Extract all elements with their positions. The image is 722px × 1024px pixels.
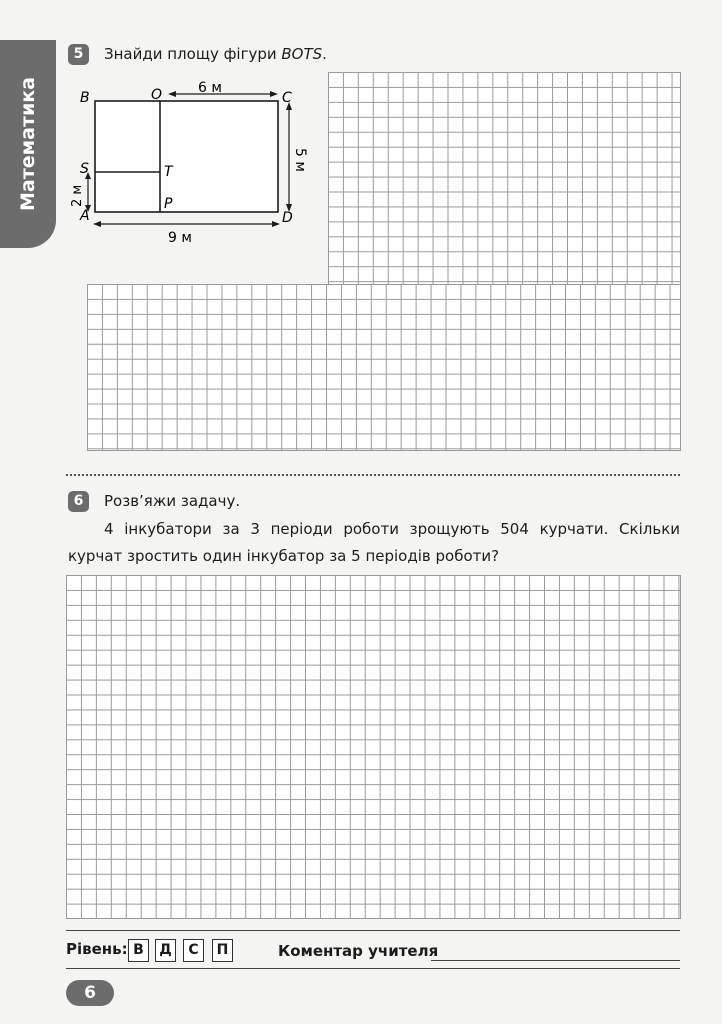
page-number: 6	[66, 980, 114, 1006]
level-box-p[interactable]: П	[212, 939, 233, 962]
dimension-oc: 6 м	[198, 80, 222, 96]
footer-line-bottom	[66, 968, 680, 969]
arrowhead-oc-left	[168, 91, 176, 97]
label-t: T	[164, 164, 173, 180]
subject-tab	[0, 40, 56, 248]
label-c: C	[282, 90, 292, 106]
section-divider	[66, 474, 680, 476]
answer-grid-lower[interactable]	[87, 284, 681, 451]
task-5-text-end: .	[322, 45, 327, 63]
teacher-comment-field[interactable]	[431, 960, 680, 961]
label-b: B	[80, 90, 90, 106]
label-s: S	[80, 161, 89, 177]
label-o: O	[151, 87, 163, 103]
dimension-as: 2 м	[70, 184, 85, 207]
dimension-ad: 9 м	[168, 230, 192, 246]
arrowhead-ad-right	[272, 221, 280, 227]
label-a: A	[80, 208, 90, 224]
level-box-v[interactable]: В	[128, 939, 149, 962]
level-box-s[interactable]: С	[183, 939, 204, 962]
task-5-text: Знайди площу фігури	[104, 45, 282, 63]
figure-bots-diagram	[60, 74, 320, 246]
task-5-number: 5	[68, 44, 89, 65]
task-6-number: 6	[68, 491, 89, 512]
teacher-comment-label: Коментар учителя	[278, 942, 439, 960]
dimension-cd: 5 м	[292, 148, 308, 172]
level-box-d[interactable]: Д	[155, 939, 176, 962]
arrowhead-oc-right	[270, 91, 278, 97]
task-6-problem: 4 інкубатори за 3 періоди роботи зрощують 504 курчати. Скільки курчат зростить один інкубатор за 5 періодів роботи?	[68, 520, 680, 565]
figure-name: BOTS	[281, 45, 323, 63]
arrowhead-ad-left	[93, 221, 101, 227]
answer-grid-task-6[interactable]	[66, 575, 681, 919]
level-label: Рівень:	[66, 940, 128, 958]
subject-label: Математика	[17, 76, 39, 212]
footer-line-top	[66, 930, 680, 931]
label-d: D	[282, 210, 293, 226]
task-6-instruction: Розв’яжи задачу.	[104, 492, 241, 510]
rectangle-abcd	[95, 101, 278, 212]
answer-grid-upper[interactable]	[328, 72, 681, 285]
label-p: P	[164, 196, 173, 212]
task-5-instruction	[104, 45, 327, 63]
